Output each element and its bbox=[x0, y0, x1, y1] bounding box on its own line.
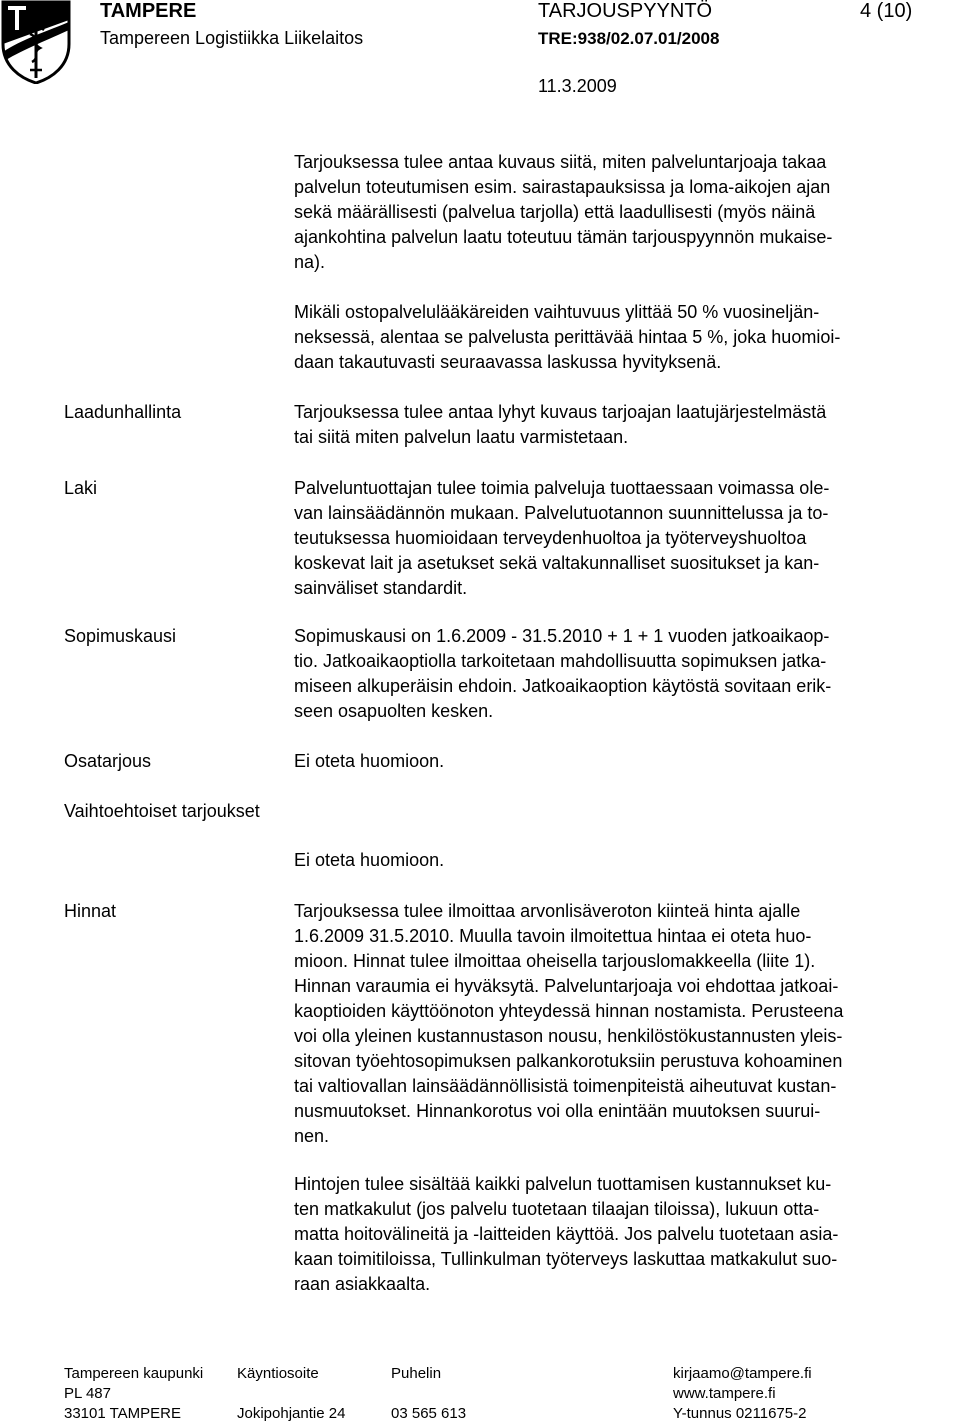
text-line: Hintojen tulee sisältää kaikki palvelun tuottamisen kustannukset ku- bbox=[294, 1174, 832, 1194]
footer-line: Jokipohjantie 24 bbox=[237, 1405, 346, 1422]
section-label-hinnat: Hinnat bbox=[64, 901, 117, 921]
text-line: sekä määrällisesti (palvelua tarjolla) että laadullisesti (myös näinä bbox=[294, 202, 816, 222]
section-label-sopimuskausi: Sopimuskausi bbox=[64, 626, 177, 646]
section-text-hinnat-costs bbox=[294, 1172, 944, 1297]
text-line: Palveluntuottajan tulee toimia palveluja tuottaessaan voimassa ole- bbox=[294, 478, 830, 498]
section-text-laki bbox=[294, 476, 944, 601]
header-document-type: TARJOUSPYYNTÖ bbox=[538, 0, 713, 22]
footer-business-id: Y-tunnus 0211675-2 bbox=[673, 1405, 807, 1422]
section-text-laadunhallinta bbox=[294, 400, 944, 450]
text-line: ajankohtina palvelun laatu toteutuu tämän tarjouspyynnön mukaise- bbox=[294, 227, 833, 247]
text-line: 1.6.2009 31.5.2010. Muulla tavoin ilmoitettua hintaa ei oteta huo- bbox=[294, 926, 812, 946]
text-line: Hinnan varaumia ei hyväksytä. Palveluntarjoaja voi ehdottaa jatkoai- bbox=[294, 976, 839, 996]
section-text-vaihtoehtoiset-tarjoukset bbox=[294, 848, 944, 873]
header-suborganization: Tampereen Logistiikka Liikelaitos bbox=[100, 28, 364, 48]
text-line: Tarjouksessa tulee ilmoittaa arvonlisäveroton kiinteä hinta ajalle bbox=[294, 901, 801, 921]
text-line: Ei oteta huomioon. bbox=[294, 751, 445, 771]
text-line: van lainsäädännön mukaan. Palvelutuotannon suunnittelussa ja to- bbox=[294, 503, 829, 523]
text-line: Tarjouksessa tulee antaa kuvaus siitä, miten palveluntarjoaja takaa bbox=[294, 152, 827, 172]
header-page-number: 4 (10) bbox=[860, 0, 913, 22]
text-line: nen. bbox=[294, 1126, 330, 1146]
section-label-laki: Laki bbox=[64, 478, 98, 498]
header-organization: TAMPERE bbox=[100, 0, 197, 22]
text-line: neksessä, alentaa se palvelusta perittävää hintaa 5 %, joka huomioi- bbox=[294, 327, 841, 347]
section-label-vaihtoehtoiset-tarjoukset: Vaihtoehtoiset tarjoukset bbox=[64, 801, 260, 821]
text-line: Ei oteta huomioon. bbox=[294, 850, 445, 870]
footer-line: Käyntiosoite bbox=[237, 1365, 319, 1382]
text-line: miseen alkuperäisin ehdoin. Jatkoaikaoption käytöstä sovitaan erik- bbox=[294, 676, 832, 696]
footer-email-link[interactable]: kirjaamo@tampere.fi bbox=[673, 1365, 812, 1382]
footer-address-column bbox=[237, 1364, 345, 1424]
text-line: ten matkakulut (jos palvelu tuotetaan tilaajan tiloissa), lukuun otta- bbox=[294, 1199, 820, 1219]
footer-line: Puhelin bbox=[391, 1365, 442, 1382]
text-line: palvelun toteutumisen esim. sairastapauksissa ja loma-aikojen ajan bbox=[294, 177, 831, 197]
header-date: 11.3.2009 bbox=[538, 76, 617, 96]
text-line: daan takautuvasti seuraavassa laskussa hyvityksenä. bbox=[294, 352, 722, 372]
text-line: tai valtiovallan lainsäädännöllisistä toimenpiteistä aiheutuvat kustan- bbox=[294, 1076, 837, 1096]
text-line: sainväliset standardit. bbox=[294, 578, 468, 598]
text-line: tio. Jatkoaikaoptiolla tarkoitetaan mahdollisuutta sopimuksen jatka- bbox=[294, 651, 827, 671]
text-line: matta hoitovälineitä ja -laitteiden käyttöä. Jos palvelu tuotetaan asia- bbox=[294, 1224, 839, 1244]
footer-line: 33101 TAMPERE bbox=[64, 1405, 182, 1422]
footer-line bbox=[391, 1384, 466, 1404]
text-line: na). bbox=[294, 252, 326, 272]
footer-line: Tampereen kaupunki bbox=[64, 1365, 204, 1382]
footer-organization-column bbox=[64, 1364, 203, 1424]
section-label-osatarjous: Osatarjous bbox=[64, 751, 152, 771]
text-line: tai siitä miten palvelun laatu varmistetaan. bbox=[294, 427, 629, 447]
paragraph-service-continuity bbox=[294, 150, 944, 275]
text-line: Sopimuskausi on 1.6.2009 - 31.5.2010 + 1 + 1 vuoden jatkoaikaop- bbox=[294, 626, 830, 646]
paragraph-doctor-turnover bbox=[294, 300, 944, 375]
text-line: Tarjouksessa tulee antaa lyhyt kuvaus tarjoajan laatujärjestelmästä bbox=[294, 402, 827, 422]
footer-line bbox=[237, 1384, 345, 1404]
text-line: raan asiakkaalta. bbox=[294, 1274, 431, 1294]
header-reference-number: TRE:938/02.07.01/2008 bbox=[538, 29, 720, 48]
section-text-sopimuskausi bbox=[294, 624, 944, 724]
text-line: kaoptioiden käyttöönoton yhteydessä hinnan nostamista. Perusteena bbox=[294, 1001, 844, 1021]
text-line: teutuksessa huomioidaan terveydenhuoltoa ja työterveyshuoltoa bbox=[294, 528, 807, 548]
text-line: nusmuutokset. Hinnankorotus voi olla enintään muutoksen suurui- bbox=[294, 1101, 821, 1121]
footer-website-link[interactable]: www.tampere.fi bbox=[673, 1385, 776, 1402]
text-line: kaan toimitiloissa, Tullinkulman työterveys laskuttaa matkakulut suo- bbox=[294, 1249, 838, 1269]
section-text-osatarjous bbox=[294, 749, 944, 774]
text-line: Mikäli ostopalvelulääkäreiden vaihtuvuus ylittää 50 % vuosineljän- bbox=[294, 302, 820, 322]
text-line: sitovan työehtosopimuksen palkankorotuksiin perustuva kohoaminen bbox=[294, 1051, 843, 1071]
footer-line: PL 487 bbox=[64, 1385, 111, 1402]
section-text-hinnat bbox=[294, 899, 944, 1149]
footer-phone-column bbox=[391, 1364, 466, 1424]
text-line: voi olla yleinen kustannustason nousu, henkilöstökustannusten yleis- bbox=[294, 1026, 843, 1046]
text-line: seen osapuolten kesken. bbox=[294, 701, 494, 721]
footer-contact-column bbox=[673, 1364, 812, 1424]
tampere-coat-of-arms-logo bbox=[0, 0, 72, 84]
footer-line: 03 565 613 bbox=[391, 1405, 467, 1422]
section-label-laadunhallinta: Laadunhallinta bbox=[64, 402, 182, 422]
text-line: mioon. Hinnat tulee ilmoittaa oheisella tarjouslomakkeella (liite 1). bbox=[294, 951, 816, 971]
text-line: koskevat lait ja asetukset sekä valtakunnalliset suositukset ja kan- bbox=[294, 553, 820, 573]
